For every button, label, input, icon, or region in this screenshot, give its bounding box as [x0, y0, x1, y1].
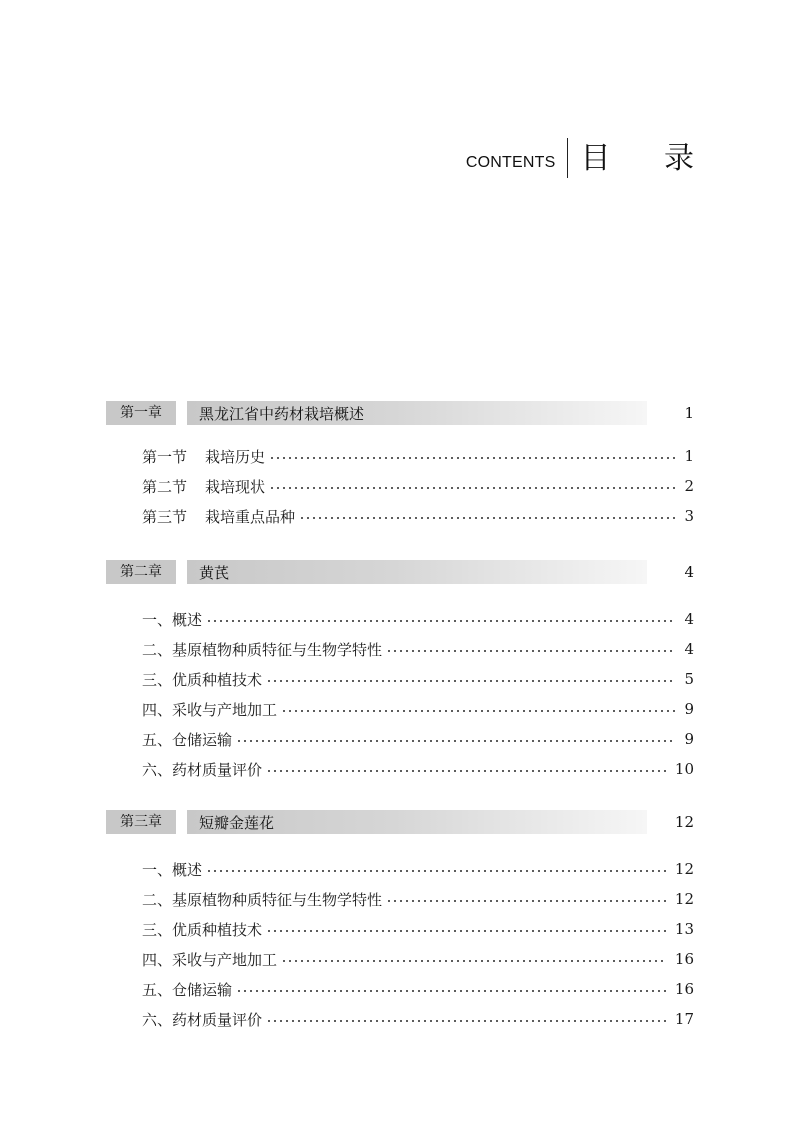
toc-entry[interactable]: [106, 604, 694, 634]
chapter-number: 第二章: [106, 560, 176, 584]
page-title: 目 录: [580, 141, 716, 176]
dot-leader: [236, 990, 667, 992]
toc-entry[interactable]: [106, 914, 694, 944]
section-page-number: 12: [674, 890, 694, 908]
dot-leader: [266, 930, 667, 932]
section-title: 栽培重点品种: [205, 507, 296, 526]
section-title: 五、仓储运输: [142, 730, 233, 749]
toc-entry[interactable]: [106, 441, 694, 471]
header-divider: [567, 138, 568, 178]
section-title: 一、概述: [142, 610, 203, 629]
chapter-title-bar: [187, 401, 647, 425]
section-page-number: 12: [674, 860, 694, 878]
section-page-number: 2: [684, 477, 694, 495]
chapter-page-number: 1: [684, 404, 694, 422]
section-page-number: 3: [684, 507, 694, 525]
toc-entry[interactable]: [106, 944, 694, 974]
section-page-number: 9: [684, 700, 694, 718]
section-page-number: 4: [684, 640, 694, 658]
section-title: 四、采收与产地加工: [142, 700, 278, 719]
section-title: 栽培现状: [205, 477, 266, 496]
toc-entry[interactable]: [106, 694, 694, 724]
section-title: 二、基原植物种质特征与生物学特性: [142, 640, 383, 659]
toc-entry[interactable]: [106, 754, 694, 784]
section-number: 第三节: [142, 507, 188, 526]
dot-leader: [206, 870, 667, 872]
contents-header: [465, 134, 716, 178]
toc-entry[interactable]: [106, 854, 694, 884]
toc-entry[interactable]: [106, 1004, 694, 1034]
section-title: 二、基原植物种质特征与生物学特性: [142, 890, 383, 909]
toc-entry[interactable]: [106, 634, 694, 664]
section-page-number: 5: [684, 670, 694, 688]
section-page-number: 1: [684, 447, 694, 465]
section-number: 第二节: [142, 477, 188, 496]
section-list: [106, 604, 694, 784]
dot-leader: [269, 487, 676, 489]
section-title: 六、药材质量评价: [142, 760, 263, 779]
chapter-title: 黄芪: [199, 563, 230, 582]
chapter-heading[interactable]: [106, 401, 694, 425]
section-number: 第一节: [142, 447, 188, 466]
section-page-number: 4: [684, 610, 694, 628]
toc-entry[interactable]: [106, 884, 694, 914]
section-list: [106, 854, 694, 1034]
section-page-number: 10: [674, 760, 694, 778]
section-page-number: 16: [674, 950, 694, 968]
chapter-1: [106, 401, 694, 531]
chapter-title-bar: [187, 810, 647, 834]
dot-leader: [386, 650, 676, 652]
chapter-2: [106, 560, 694, 784]
section-title: 五、仓储运输: [142, 980, 233, 999]
contents-label: CONTENTS: [465, 154, 556, 171]
section-page-number: 9: [684, 730, 694, 748]
chapter-title: 短瓣金莲花: [199, 813, 275, 832]
chapter-title-bar: [187, 560, 647, 584]
dot-leader: [266, 1020, 667, 1022]
section-title: 三、优质种植技术: [142, 920, 263, 939]
dot-leader: [386, 900, 667, 902]
toc-entry[interactable]: [106, 501, 694, 531]
dot-leader: [269, 457, 676, 459]
chapter-page-number: 4: [684, 563, 694, 581]
dot-leader: [281, 960, 667, 962]
toc-entry[interactable]: [106, 664, 694, 694]
section-list: [106, 441, 694, 531]
toc-entry[interactable]: [106, 471, 694, 501]
dot-leader: [281, 710, 676, 712]
section-title: 一、概述: [142, 860, 203, 879]
section-page-number: 13: [674, 920, 694, 938]
dot-leader: [236, 740, 676, 742]
section-title: 三、优质种植技术: [142, 670, 263, 689]
section-page-number: 17: [674, 1010, 694, 1028]
chapter-number: 第三章: [106, 810, 176, 834]
chapter-heading[interactable]: [106, 560, 694, 584]
chapter-title: 黑龙江省中药材栽培概述: [199, 404, 365, 423]
toc-entry[interactable]: [106, 724, 694, 754]
dot-leader: [206, 620, 676, 622]
dot-leader: [266, 680, 676, 682]
chapter-3: [106, 810, 694, 1034]
chapter-heading[interactable]: [106, 810, 694, 834]
section-title: 六、药材质量评价: [142, 1010, 263, 1029]
section-page-number: 16: [674, 980, 694, 998]
dot-leader: [299, 517, 676, 519]
dot-leader: [266, 770, 667, 772]
chapter-page-number: 12: [674, 813, 694, 831]
toc-entry[interactable]: [106, 974, 694, 1004]
section-title: 四、采收与产地加工: [142, 950, 278, 969]
chapter-number: 第一章: [106, 401, 176, 425]
section-title: 栽培历史: [205, 447, 266, 466]
